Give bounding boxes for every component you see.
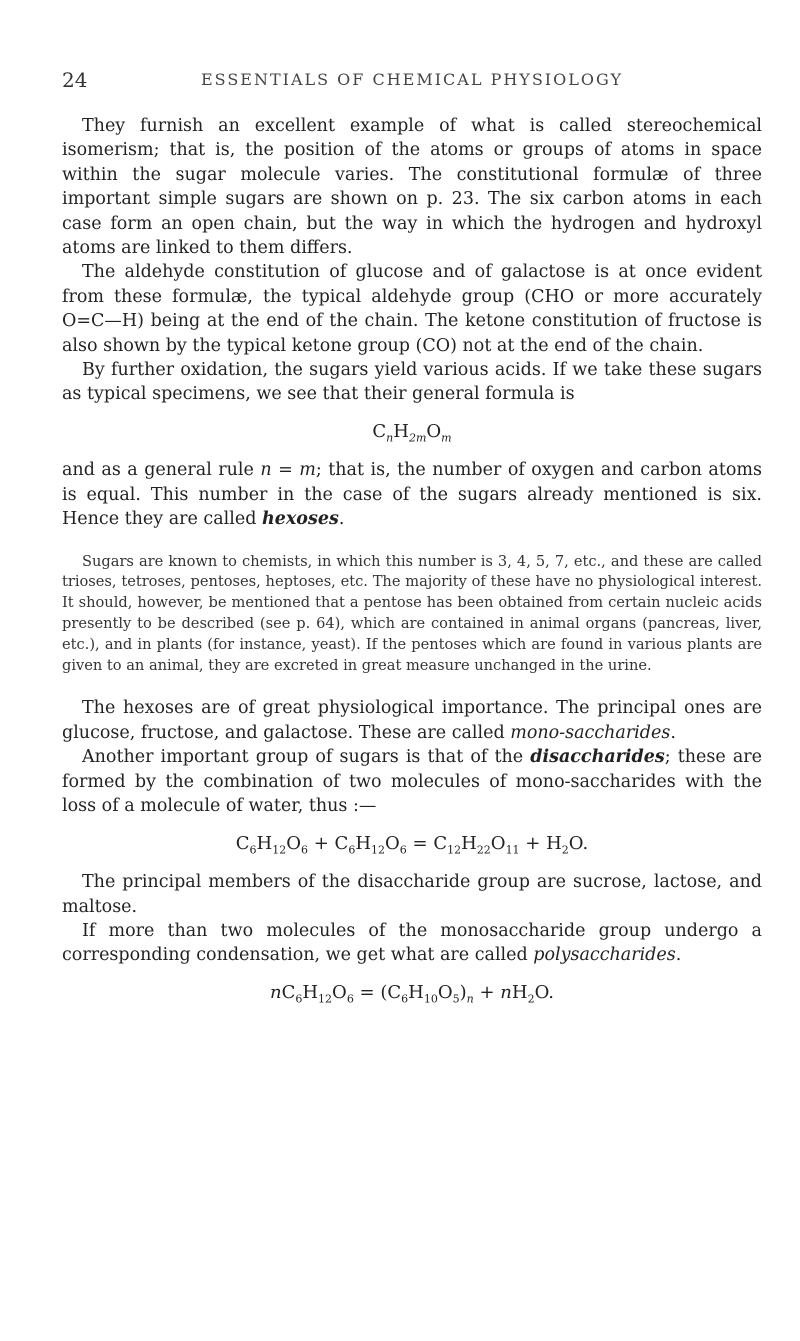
- paragraph-polysaccharides: If more than two molecules of the monosaccharide group undergo a corresponding condensation, we get what are called polysaccharides.: [62, 920, 762, 966]
- term-disaccharides: disaccharides: [530, 747, 665, 768]
- math-n-equals-m: n = m: [260, 460, 316, 481]
- page-header: [62, 68, 762, 92]
- paragraph-stereochemical-isomerism: They furnish an excellent example of what is called stereochemical isomerism; that is, the position of the atoms or groups of atoms in space within the sugar molecule varies. The constitutional formulæ of three important simple sugars are shown on p. 23. The six carbon atoms in each case form an open chain, but the way in which the hydrogen and hydroxyl atoms are linked to them differs.: [62, 116, 762, 259]
- paragraph-aldehyde-constitution: The aldehyde constitution of glucose and of galactose is at once evident from these formulæ, the typical aldehyde group (CHO or more accurately O=C—H) being at the end of the chain. The ketone constitution of fructose is also shown by the typical ketone group (CO) not at the end of the chain.: [62, 262, 762, 356]
- paragraph-hexoses: and as a general rule n = m; that is, the number of oxygen and carbon atoms is equal. This number in the case of the sugars already mentioned is six. Hence they are called hexoses.: [62, 460, 762, 530]
- term-polysaccharides: polysaccharides: [533, 945, 676, 966]
- paragraph-disaccharide-members: The principal members of the disaccharide group are sucrose, lactose, and maltose.: [62, 872, 762, 917]
- formula-disaccharide-condensation: $C_6H_{12}O_6 + C_6H_{12}O_6 = C_{12}H_{22}O_{11} + H_2O$.: [235, 832, 589, 857]
- running-head: ESSENTIALS OF CHEMICAL PHYSIOLOGY: [200, 70, 624, 89]
- term-monosaccharides: mono-saccharides: [510, 722, 671, 743]
- paragraph-monosaccharides: The hexoses are of great physiological importance. The principal ones are glucose, fructose, and galactose. These are called mono-saccharides.: [62, 698, 762, 743]
- formula-polysaccharide-condensation: $nC_6H_{12}O_6 = (C_6H_{10}O_5)_n + nH_2O$.: [269, 981, 555, 1006]
- page-body: [62, 114, 762, 1019]
- page-number: 24: [62, 68, 88, 92]
- note-other-sugars: Sugars are known to chemists, in which this number is 3, 4, 5, 7, etc., and these are called trioses, tetroses, pentoses, heptoses, etc. The majority of these have no physiological interest. It should, however, be mentioned that a pentose has been obtained from certain nucleic acids presently to be described (see p. 64), which are contained in animal organs (pancreas, liver, etc.), and in plants (for instance, yeast). If the pentoses which are found in various plants are given to an animal, they are excreted in great measure unchanged in the urine.: [62, 552, 762, 674]
- term-hexoses: hexoses: [262, 509, 339, 530]
- paragraph-disaccharides: Another important group of sugars is that of the disaccharides; these are formed by the combination of two molecules of mono-saccharides with the loss of a molecule of water, thus :—: [62, 747, 762, 817]
- formula-general: $C_nH_{2m}O_m$: [372, 420, 452, 445]
- paragraph-general-formula: By further oxidation, the sugars yield various acids. If we take these sugars as typical specimens, we see that their general formula is: [62, 360, 762, 405]
